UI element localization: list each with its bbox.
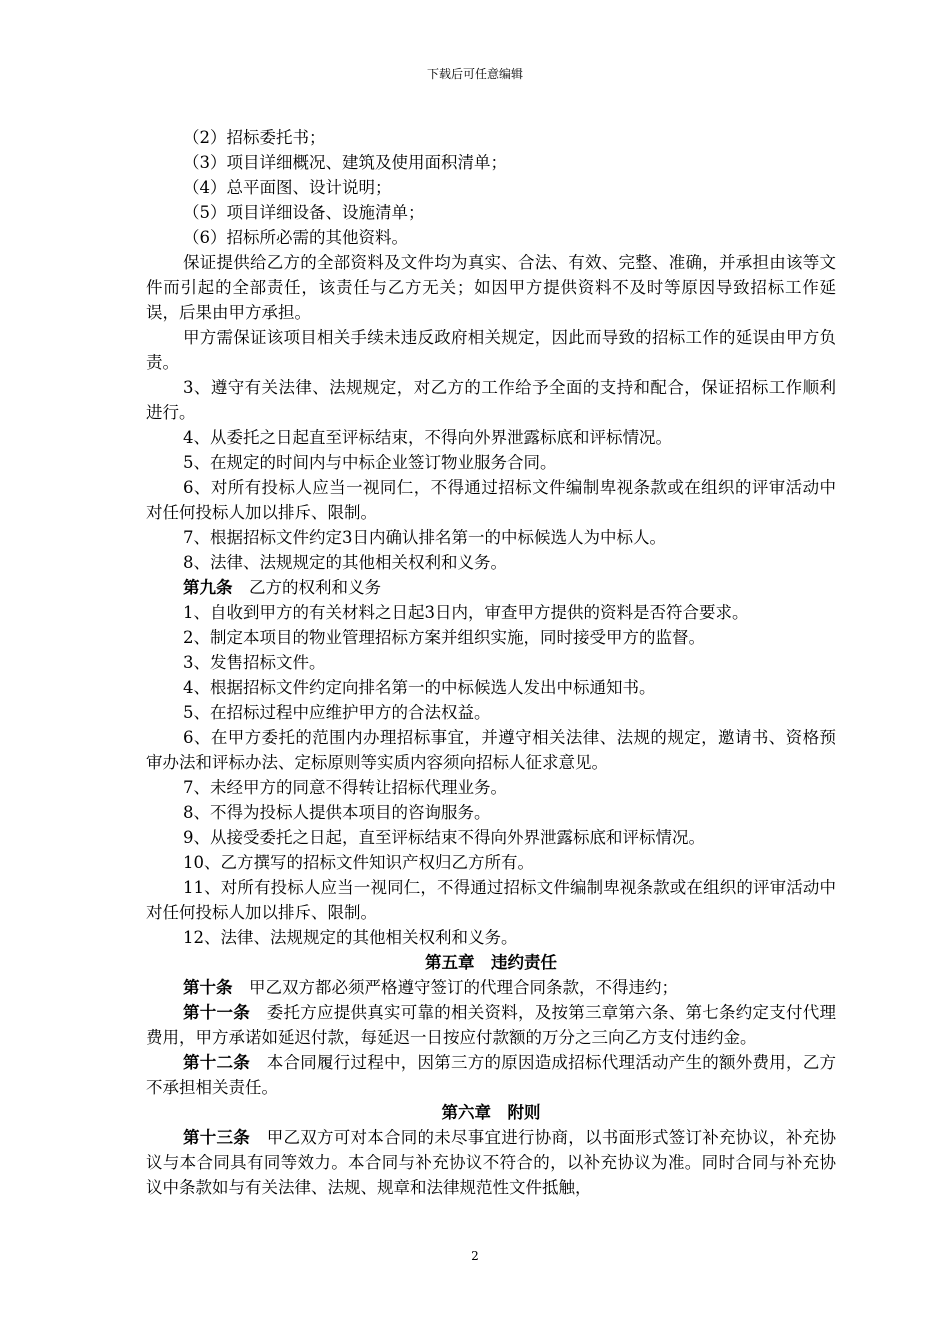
- paragraph: （5）项目详细设备、设施清单；: [183, 203, 425, 222]
- article-title: 第九条: [183, 578, 233, 597]
- page-number: 2: [471, 1249, 479, 1263]
- list-item: 2、制定本项目的物业管理招标方案并组织实施，同时接受甲方的监督。: [183, 628, 705, 647]
- list-item: 9、从接受委托之日起，直至评标结束不得向外界泄露标底和评标情况。: [183, 828, 705, 847]
- article-title: 第十一条: [183, 1003, 250, 1022]
- paragraph: （6）招标所必需的其他资料。: [183, 228, 408, 247]
- article-text: 甲乙双方都必须严格遵守签订的代理合同条款，不得违约；: [249, 978, 678, 997]
- article-title: 第十条: [183, 978, 233, 997]
- article-12: [146, 1050, 836, 1100]
- document-body: [146, 125, 836, 1200]
- paragraph: （4）总平面图、设计说明；: [183, 178, 392, 197]
- list-item: 10、乙方撰写的招标文件知识产权归乙方所有。: [183, 853, 534, 872]
- article-11: [146, 1000, 836, 1050]
- list-item: 4、根据招标文件约定向排名第一的中标候选人发出中标通知书。: [183, 678, 656, 697]
- article-title: 第十二条: [183, 1053, 250, 1072]
- paragraph: 4、从委托之日起直至评标结束，不得向外界泄露标底和评标情况。: [183, 428, 672, 447]
- paragraph: 5、在规定的时间内与中标企业签订物业服务合同。: [183, 453, 557, 472]
- paragraph: 保证提供给乙方的全部资料及文件均为真实、合法、有效、完整、准确，并承担由该等文件而引起的全部责任，该责任与乙方无关；如因甲方提供资料不及时等原因导致招标工作延误，后果由甲方承担。: [146, 253, 836, 322]
- article-10: [146, 975, 836, 1000]
- paragraph: 甲方需保证该项目相关手续未违反政府相关规定，因此而导致的招标工作的延误由甲方负责。: [146, 328, 836, 372]
- list-item: 6、在甲方委托的范围内办理招标事宜，并遵守相关法律、法规的规定，邀请书、资格预审办法和评标办法、定标原则等实质内容须向招标人征求意见。: [146, 728, 836, 772]
- list-item: 1、自收到甲方的有关材料之日起3日内，审查甲方提供的资料是否符合要求。: [183, 603, 749, 622]
- paragraph: 3、遵守有关法律、法规规定，对乙方的工作给予全面的支持和配合，保证招标工作顺利进行。: [146, 378, 836, 422]
- article-13: [146, 1125, 836, 1200]
- paragraph: 8、法律、法规规定的其他相关权利和义务。: [183, 553, 507, 572]
- list-item: 12、法律、法规规定的其他相关权利和义务。: [183, 928, 518, 947]
- list-item: 3、发售招标文件。: [183, 653, 326, 672]
- paragraph: 7、根据招标文件约定3日内确认排名第一的中标候选人为中标人。: [183, 528, 666, 547]
- article-9-heading: [146, 575, 836, 600]
- paragraph: （3）项目详细概况、建筑及使用面积清单；: [183, 153, 507, 172]
- article-text: 委托方应提供真实可靠的相关资料，及按第三章第六条、第七条约定支付代理费用，甲方承诺如延迟付款，每延迟一日按应付款额的万分之三向乙方支付违约金。: [146, 1003, 836, 1047]
- paragraph: 6、对所有投标人应当一视同仁，不得通过招标文件编制卑视条款或在组织的评审活动中对任何投标人加以排斥、限制。: [146, 478, 836, 522]
- list-item: 7、未经甲方的同意不得转让招标代理业务。: [183, 778, 507, 797]
- article-title: 第十三条: [183, 1128, 250, 1147]
- article-text: 甲乙双方可对本合同的未尽事宜进行协商，以书面形式签订补充协议，补充协议与本合同具有同等效力。本合同与补充协议不符合的，以补充协议为准。同时合同与补充协议中条款如与有关法律、法规、规章和法律规范性文件抵触，: [146, 1128, 836, 1197]
- list-item: 5、在招标过程中应维护甲方的合法权益。: [183, 703, 491, 722]
- article-text: 乙方的权利和义务: [249, 578, 381, 597]
- page-header: 下载后可任意编辑: [426, 67, 523, 81]
- list-item: 8、不得为投标人提供本项目的咨询服务。: [183, 803, 491, 822]
- paragraph: （2）招标委托书；: [183, 128, 326, 147]
- chapter-heading: 第六章 附则: [441, 1103, 541, 1122]
- list-item: 11、对所有投标人应当一视同仁，不得通过招标文件编制卑视条款或在组织的评审活动中对任何投标人加以排斥、限制。: [146, 878, 836, 922]
- article-text: 本合同履行过程中，因第三方的原因造成招标代理活动产生的额外费用，乙方不承担相关责任。: [146, 1053, 836, 1097]
- chapter-heading: 第五章 违约责任: [425, 953, 557, 972]
